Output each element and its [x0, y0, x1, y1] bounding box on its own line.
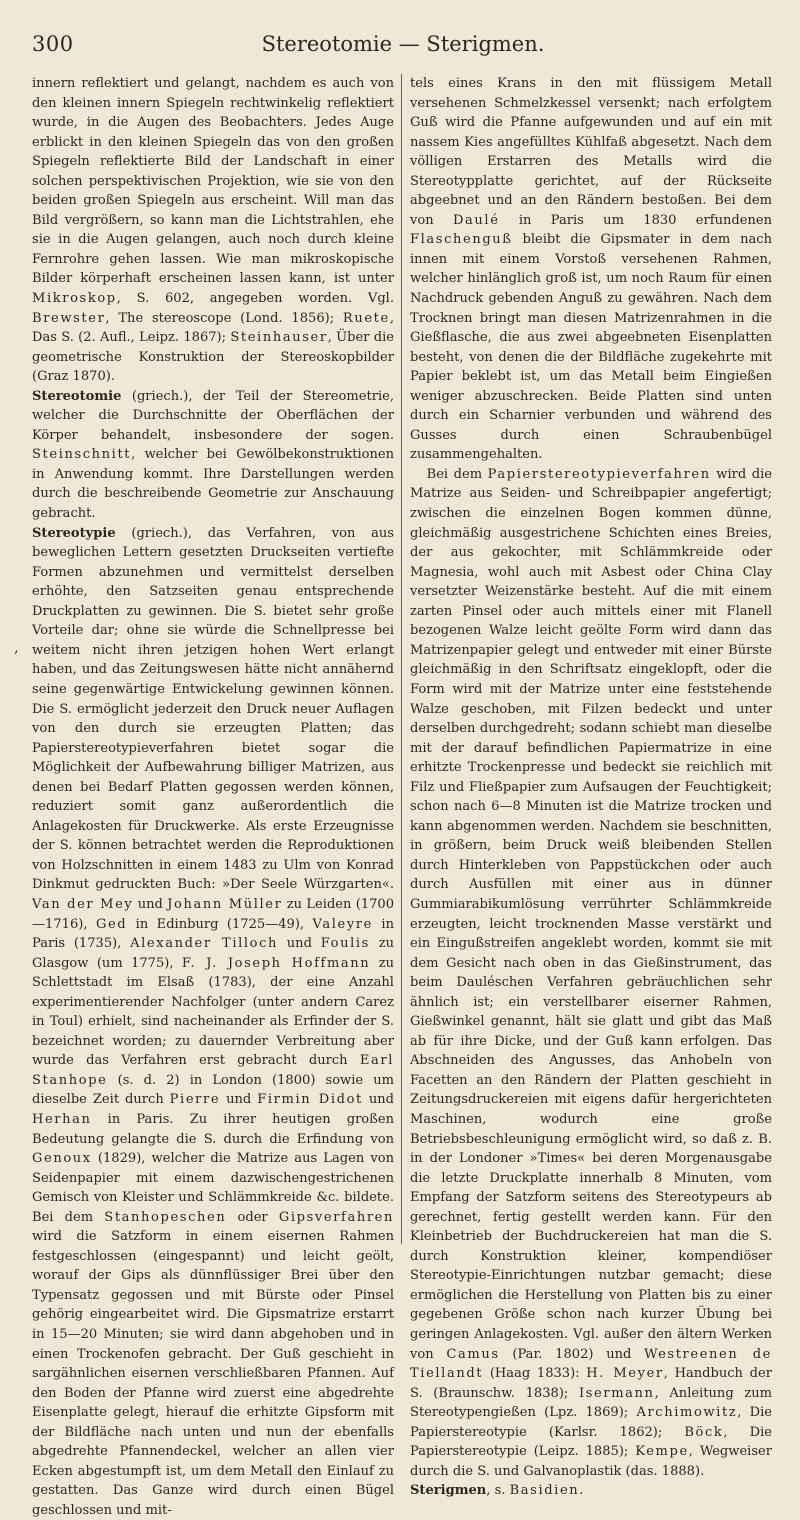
- paragraph-gipsverfahren-continued: tels eines Krans in den mit flüssigem Metall versehenen Schmelzkessel versenkt; nach erfolgtem Guß wird die Pfanne aufgewunden und auf ein mit nassem Kies angefülltes Kühlfaß abgesetzt. Nach dem völligen Erstarren des Metalls wird die Stereotypplatte gerichtet, auf der Rückseite abgeebnet und an den Rändern bestoßen. Bei dem von Daulé in Paris um 1830 erfundenen Flaschenguß bleibt die Gipsmater in dem nach innen mit einem Vorstoß versehenen Rahmen, welcher hinlänglich groß ist, um noch Raum für einen Nachdruck gebenden Anguß zu gewähren. Nach dem Trocknen bringt man diesen Matrizenrahmen in die Gießflasche, die aus zwei abgeebneten Eisenplatten besteht, von denen die der Bildfläche zugekehrte mit Papier beklebt ist, um das Metall beim Eingießen weniger abzuschrecken. Beide Platten sind unten durch ein Scharnier verbunden und während des Gusses durch einen Schraubenbügel zusammengehalten.: [410, 76, 772, 463]
- person-name: Genoux: [32, 1151, 92, 1167]
- person-name: Herhan: [32, 1111, 92, 1127]
- right-column: [410, 74, 772, 1501]
- entry-sterigmen: Sterigmen, s. Basidien.: [410, 1483, 584, 1499]
- paragraph-stereoskop-continued: innern reflektiert und gelangt, nachdem es auch von den kleinen innern Spiegeln rechtwinkelig reflektiert wurde, in die Augen des Beobachters. Jedes Auge erblickt in den kleinen Spiegeln das von den großen Spiegeln reflektierte Bild der Landschaft in einer solchen perspektivischen Projektion, wie sie von den beiden großen Spiegeln aus erscheint. Will man das Bild vergrößern, so kann man die Lichtstrahlen, ehe sie in die Augen gelangen, auch noch durch kleine Fernrohre gehen lassen. Wie man mikroskopische Bilder körperhaft erscheinen lassen kann, ist unter Mikroskop, S. 602, angegeben worden. Vgl. Brewster, The stereoscope (Lond. 1856); Ruete, Das S. (2. Aufl., Leipz. 1867); Steinhauser, Über die geometrische Konstruktion der Stereoskopbilder (Graz 1870).: [32, 76, 394, 385]
- person-name: Daulé: [452, 212, 500, 228]
- person-name: Foulis: [320, 936, 370, 952]
- person-name: Johann Müller: [167, 896, 283, 912]
- author-name: Isermann: [578, 1385, 655, 1401]
- entry-headword: Stereotomie: [32, 388, 122, 404]
- author-name: Camus: [446, 1346, 500, 1362]
- person-name: Alexander Tilloch: [130, 936, 279, 952]
- person-name: Pierre: [169, 1092, 221, 1108]
- margin-mark: ‚: [14, 640, 19, 656]
- method-name: Papierstereotypieverfahren: [487, 466, 711, 482]
- page-number: 300: [32, 32, 74, 56]
- entry-stereotomie: Stereotomie (griech.), der Teil der Stereometrie, welcher die Durchschnitte der Oberflächen der Körper behandelt, insbesondere der sogen. Steinschnitt, welcher bei Gewölbekonstruktionen in Anwendung kommt. Ihre Darstellungen werden durch die beschreibende Geometrie zur Anschauung gebracht.: [32, 388, 394, 522]
- method-name: Stanhopeschen: [104, 1209, 227, 1225]
- author-name: Böck: [684, 1424, 724, 1440]
- cross-reference: Steinschnitt: [32, 447, 132, 463]
- author-name: Westreenen de Tiellandt: [410, 1346, 772, 1382]
- left-column: [32, 74, 394, 1520]
- page-header: [32, 30, 774, 64]
- author-name: Steinhauser: [230, 330, 328, 346]
- entry-headword: Stereotypie: [32, 525, 116, 541]
- person-name: F. J. Joseph Hoffmann: [181, 955, 371, 971]
- author-name: Archimowitz: [636, 1405, 738, 1421]
- method-name: Flaschenguß: [410, 232, 513, 248]
- author-name: H. Meyer: [586, 1366, 664, 1382]
- entry-headword: Sterigmen: [410, 1483, 487, 1499]
- column-divider: [401, 74, 402, 1244]
- person-name: Valeyre: [312, 916, 373, 932]
- running-head: Stereotomie — Sterigmen.: [261, 32, 545, 56]
- person-name: Firmin Didot: [257, 1092, 363, 1108]
- paragraph-papierstereotypie: Bei dem Papierstereotypieverfahren wird die Matrize aus Seiden- und Schreibpapier angefertigt; zwischen die einzelnen Bogen kommen dünne, gleichmäßig ausgestrichene Schichten eines Breies, der aus gekochter, mit Schlämmkreide oder Magnesia, wohl auch mit Asbest oder China Clay versetzter Weizenstärke besteht. Auf die mit einem zarten Pinsel oder auch mittels einer mit Flanell bezogenen Walze leicht geölte Form wird dann das Matrizenpapier gelegt und entweder mit einer Bürste gleichmäßig in den Schriftsatz eingeklopft, oder die Form wird mit der Matrize unter eine feststehende Walze geschoben, mit Filzen bedeckt und unter derselben durchgedreht; sodann schiebt man dieselbe mit der darauf befindlichen Papiermatrize in eine erhitzte Trockenpresse und bedeckt sie reichlich mit Filz und Fließpapier zum Aufsaugen der Feuchtigkeit; schon nach 6—8 Minuten ist die Matrize trocken und kann abgenommen werden. Nachdem sie beschnitten, in größern, beim Druck weiß bleibenden Stellen durch Hinterkleben von Pappstückchen oder auch durch Ausfüllen mit einer aus in dünner Gummiarabikumlösung verrührter Schlämmkreide erzeugten, leicht trocknenden Masse verstärkt und ein Eingußstreifen angeklebt worden, kommt sie mit dem Gesicht nach oben in das Gießinstrument, das beim Dauléschen Verfahren gebräuchlichen sehr ähnlich ist; ein verstellbarer eiserner Rahmen, Gießwinkel genannt, hält sie glatt und gibt das Maß ab für ihre Dicke, und der Guß kann erfolgen. Das Abschneiden des Angusses, das Anhobeln von Facetten an den Rändern der Platten geschieht in Zeitungsdruckereien mit eigens dafür hergerichteten Maschinen, wodurch eine große Betriebsbeschleunigung ermöglicht wird, so daß z. B. in der Londoner »Times« bei deren Morgenausgabe die letzte Druckplatte innerhalb 8 Minuten, vom Empfang der Satzform seitens des Stereotypeurs ab gerechnet, fertig gestellt werden kann. Für den Kleinbetrieb der Buchdruckereien hat man die S. durch Konstruktion kleiner, kompendiöser Stereotypie-Einrichtungen nutzbar gemacht; diese ermöglichen die Herstellung von Platten bis zu einer gegebenen Größe schon nach kurzer Übung bei geringen Anlagekosten. Vgl. außer den ältern Werken von Camus (Par. 1802) und Westreenen de Tiellandt (Haag 1833): H. Meyer, Handbuch der S. (Braunschw. 1838); Isermann, Anleitung zum Stereotypengießen (Lpz. 1869); Archimowitz, Die Papierstereotypie (Karlsr. 1862); Böck, Die Papierstereotypie (Leipz. 1885); Kempe, Wegweiser durch die S. und Galvanoplastik (das. 1888).: [410, 466, 773, 1479]
- person-name: Earl Stanhope: [32, 1053, 394, 1088]
- method-name: Gipsverfahren: [278, 1209, 395, 1225]
- author-name: Brewster: [32, 310, 106, 326]
- person-name: Ged: [95, 916, 128, 932]
- entry-stereotypie: Stereotypie (griech.), das Verfahren, von aus beweglichen Lettern gesetzten Druckseiten vertiefte Formen abzunehmen und vermittelst derselben erhöhte, den Satzseiten genau entsprechende Druckplatten zu gewinnen. Die S. bietet sehr große Vorteile dar; ohne sie würde die Schnellpresse bei weitem nicht ihren jetzigen hohen Wert erlangt haben, und das Zeitungswesen hätte nicht annähernd seine gegenwärtige Entwickelung gewinnen können. Die S. ermöglicht jederzeit den Druck neuer Auflagen von den durch sie erzeugten Platten; das Papierstereotypieverfahren bietet sogar die Möglichkeit der Aufbewahrung billiger Matrizen, aus denen bei Bedarf Platten gegossen werden können, reduziert somit ganz außerordentlich die Anlagekosten für Druckwerke. Als erste Erzeugnisse der S. können betrachtet werden die Reproduktionen von Holzschnitten in einem 1483 zu Ulm von Konrad Dinkmut gedruckten Buch: »Der Seele Würzgarten«. Van der Mey und Johann Müller zu Leiden (1700—1716), Ged in Edinburg (1725—49), Valeyre in Paris (1735), Alexander Tilloch und Foulis zu Glasgow (um 1775), F. J. Joseph Hoffmann zu Schlettstadt im Elsaß (1783), der eine Anzahl experimentierender Nachfolger (unter andern Carez in Toul) erhielt, sind nacheinander als Erfinder der S. bezeichnet worden; zu dauernder Verbreitung aber wurde das Verfahren erst gebracht durch Earl Stanhope (s. d. 2) in London (1800) sowie um dieselbe Zeit durch Pierre und Firmin Didot und Herhan in Paris. Zu ihrer heutigen großen Bedeutung gelangte die S. durch die Erfindung von Genoux (1829), welcher die Matrize aus Lagen von Seidenpapier mit einem dazwischengestrichenen Gemisch von Kleister und Schlämmkreide &c. bildete. Bei dem Stanhopeschen oder Gipsverfahren wird die Satzform in einem eisernen Rahmen festgeschlossen (eingespannt) und leicht geölt, worauf der Gips als dünnflüssiger Brei über den Typensatz gegossen und mit Bürste oder Pinsel gehörig eingearbeitet wird. Die Gipsmatrize erstarrt in 15—20 Minuten; sie wird dann abgehoben und in einen Trockenofen gebracht. Der Guß geschieht in sargähnlichen eisernen verschließbaren Pfannen. Auf den Boden der Pfanne wird zuerst eine abgedrehte Eisenplatte gelegt, hierauf die erhitzte Gipsform mit der Bildfläche nach unten und nun der ebenfalls abgedrehte Pfannendeckel, welcher an allen vier Ecken abgestumpft ist, um dem Metall den Einlauf zu gestatten. Das Ganze wird durch einen Bügel geschlossen und mit-: [32, 525, 395, 1518]
- person-name: Van der Mey: [32, 896, 134, 912]
- cross-reference: Mikroskop: [32, 291, 117, 307]
- author-name: Ruete: [342, 310, 390, 326]
- author-name: Kempe: [635, 1444, 689, 1460]
- cross-reference: Basidien: [509, 1483, 580, 1499]
